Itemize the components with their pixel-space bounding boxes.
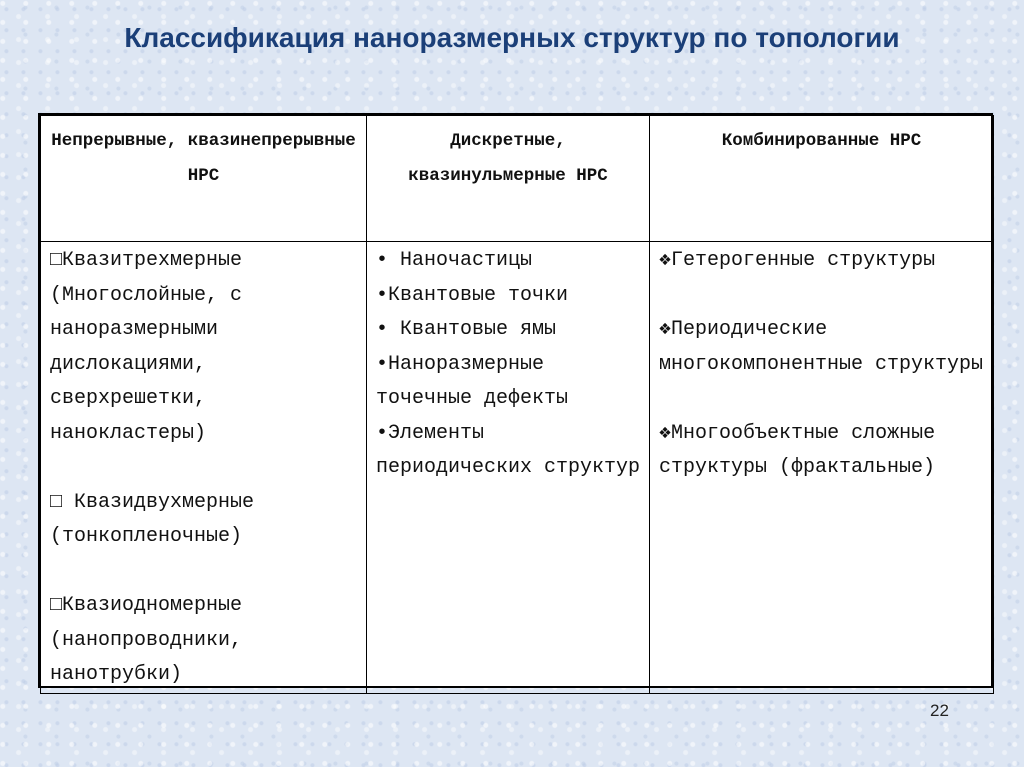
list-item-nanoparticles: • Наночастицы bbox=[376, 249, 533, 272]
list-item-quasi-3d: □Квазитрехмерные (Многослойные, с наноразмерными дислокациями, сверхрешетки, нанокластеры) bbox=[50, 249, 243, 445]
list-item-multiobject: ❖Многообъектные сложные структуры (фрактальные) bbox=[659, 421, 936, 479]
table-header-row bbox=[41, 116, 994, 242]
list-item-heterogeneous: ❖Гетерогенные структуры bbox=[659, 249, 936, 272]
list-item-point-defects: •Наноразмерные точечные дефекты bbox=[376, 352, 569, 410]
list-item-quasi-2d: □ Квазидвухмерные (тонкопленочные) bbox=[50, 490, 255, 548]
slide-title: Классификация наноразмерных структур по топологии bbox=[124, 22, 900, 53]
cell-combined bbox=[650, 242, 994, 694]
list-item-quantum-wells: • Квантовые ямы bbox=[376, 318, 557, 341]
list-item-quasi-1d: □Квазиодномерные (нанопроводники, нанотрубки) bbox=[50, 594, 243, 686]
table-grid bbox=[40, 115, 994, 694]
cell-discrete bbox=[367, 242, 650, 694]
header-combined: Комбинированные НРС bbox=[650, 116, 994, 242]
header-discrete: Дискретные, квазинульмерные НРС bbox=[367, 116, 650, 242]
cell-continuous bbox=[41, 242, 367, 694]
table-row bbox=[41, 242, 994, 694]
list-item-periodic-multicomponent: ❖Периодические многокомпонентные структуры bbox=[659, 318, 984, 376]
list-item-quantum-dots: •Квантовые точки bbox=[376, 283, 569, 307]
list-item-periodic-elements: •Элементы периодических структур bbox=[376, 421, 641, 479]
classification-table bbox=[38, 113, 993, 688]
page-number: 22 bbox=[930, 701, 949, 720]
header-continuous: Непрерывные, квазинепрерывные НРС bbox=[41, 116, 367, 242]
